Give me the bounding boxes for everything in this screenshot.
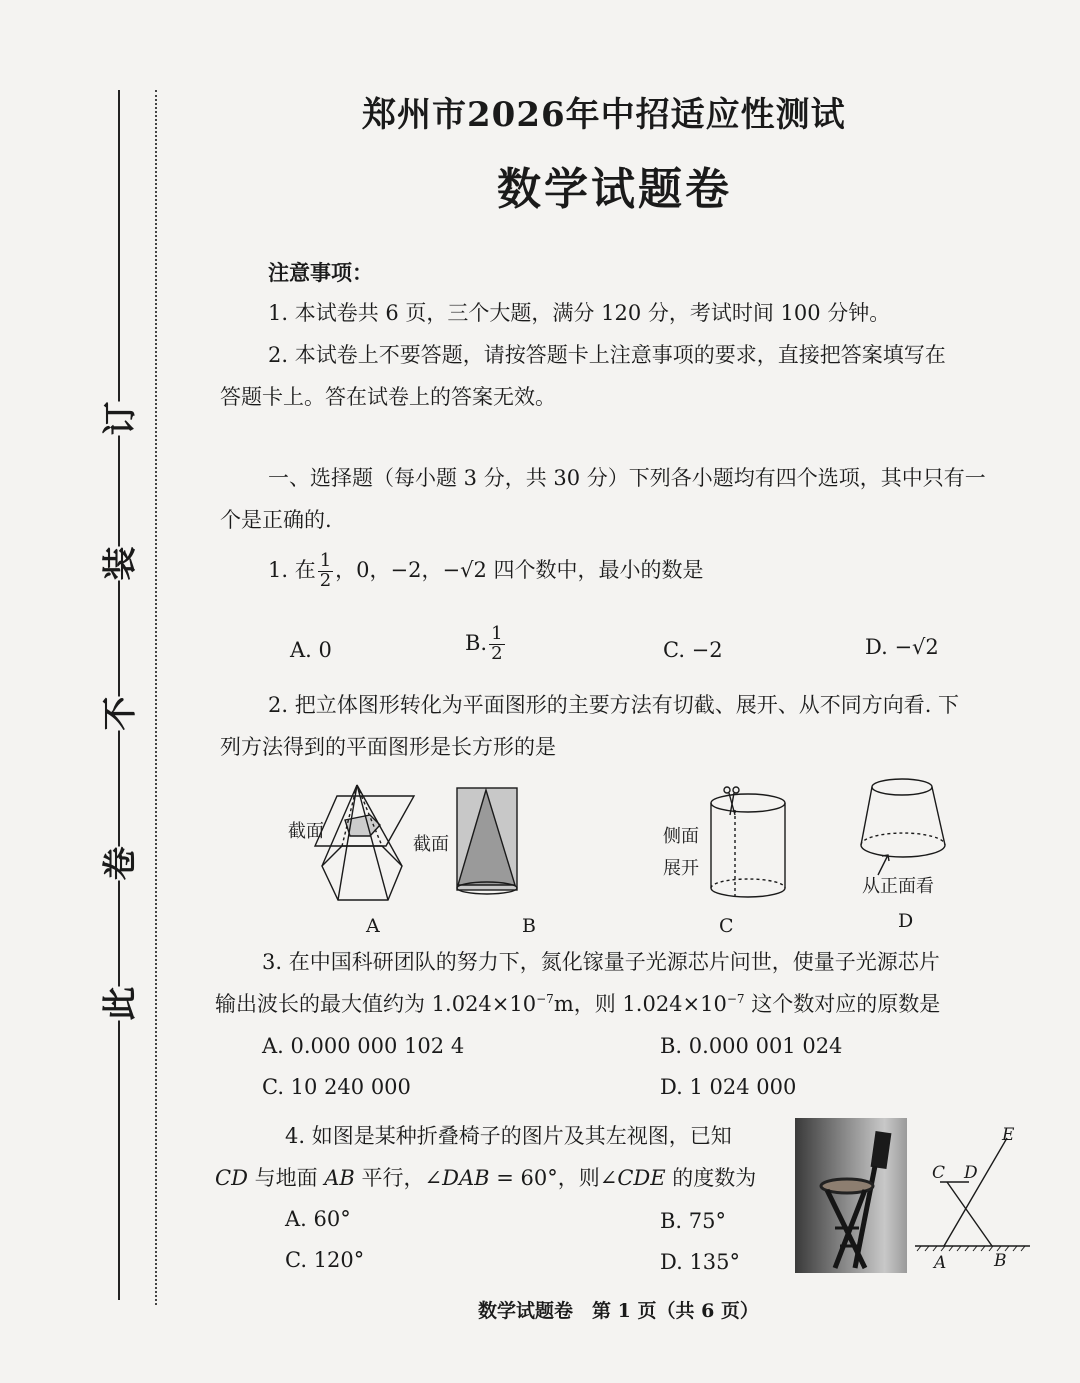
- option-a: A. 0: [290, 638, 332, 662]
- binding-char: 不: [89, 697, 146, 731]
- binding-char: 装: [89, 547, 146, 581]
- option-d: D. 1 024 000: [660, 1075, 797, 1099]
- caption-d: D: [898, 910, 914, 932]
- option-a: A. 60°: [285, 1207, 351, 1231]
- question-3-cont: 输出波长的最大值约为 $1.024\times 10^{-7}m$，则 $1.024\times 10^{-7}$ 这个数对应的原数是: [215, 992, 941, 1016]
- label-b: B: [994, 1251, 1007, 1271]
- binding-dotted-line: [155, 90, 157, 1305]
- chair-icon: [795, 1118, 907, 1273]
- notice-heading: 注意事项：: [268, 260, 373, 285]
- option-c: C. −2: [663, 638, 723, 662]
- svg-text:从正面看: 从正面看: [862, 876, 934, 897]
- question-1: [268, 552, 704, 591]
- svg-text:侧面: 侧面: [663, 826, 699, 847]
- label-c: C: [932, 1163, 946, 1183]
- q1-prefix: 1. 在: [268, 557, 316, 582]
- section-heading: 一、选择题（每小题 3 分，共 30 分）下列各小题均有四个选项，其中只有一: [268, 466, 986, 490]
- notice-item: 1. 本试卷共 6 页，三个大题，满分 120 分，考试时间 100 分钟。: [268, 301, 891, 325]
- caption-c: C: [719, 915, 734, 937]
- exam-title: 郑州市2026年中招适应性测试: [362, 95, 846, 135]
- fraction: $\frac{1}{2}$: [491, 623, 503, 664]
- caption-b: B: [522, 915, 536, 937]
- binding-char: 卷: [89, 847, 146, 881]
- chair-left-view-diagram: [912, 1120, 1037, 1275]
- option-b: B. $\frac{1}{2}$: [465, 623, 503, 664]
- figure-a-pyramid-section: [288, 785, 414, 900]
- q1-text: ，0，−2，−√2 四个数中，最小的数是: [335, 557, 704, 582]
- fraction: $\frac{1}{2}$: [319, 550, 332, 591]
- figure-b-cone-section: [413, 788, 517, 894]
- section-heading: 个是正确的.: [220, 508, 332, 532]
- label-a: A: [934, 1253, 947, 1273]
- label-e: E: [1002, 1125, 1015, 1145]
- svg-text:截面: 截面: [413, 834, 449, 855]
- option-b: B. 0.000 001 024: [660, 1034, 843, 1058]
- notice-item: 2. 本试卷上不要答题，请按答题卡上注意事项的要求，直接把答案填写在: [268, 343, 946, 367]
- figure-d-frustum: [861, 779, 945, 897]
- figure-c-cylinder: [663, 787, 785, 897]
- question-3: 3. 在中国科研团队的努力下，氮化镓量子光源芯片问世，使量子光源芯片: [262, 950, 940, 974]
- option-d: D. −√2: [865, 635, 939, 659]
- binding-line: [118, 90, 120, 1300]
- q2-figures: [270, 770, 970, 940]
- option-c: C. 10 240 000: [262, 1075, 411, 1099]
- notice-item: 答题卡上。答在试卷上的答案无效。: [220, 385, 556, 409]
- page-footer: 数学试题卷 第 1 页（共 6 页）: [478, 1300, 759, 1322]
- chair-photo: [795, 1118, 907, 1273]
- label-d: D: [964, 1163, 978, 1183]
- exam-subtitle: 数学试题卷: [497, 164, 732, 215]
- option-c: C. 120°: [285, 1248, 365, 1272]
- svg-text:展开: 展开: [663, 858, 699, 879]
- question-2-cont: 列方法得到的平面图形是长方形的是: [220, 735, 556, 759]
- caption-a: A: [366, 915, 380, 937]
- binding-char: 订: [89, 402, 146, 436]
- binding-char: 此: [89, 987, 146, 1021]
- question-2: 2. 把立体图形转化为平面图形的主要方法有切截、展开、从不同方向看. 下: [268, 693, 960, 717]
- option-a: A. 0.000 000 102 4: [262, 1034, 465, 1058]
- option-d: D. 135°: [660, 1250, 741, 1274]
- question-4: 4. 如图是某种折叠椅子的图片及其左视图，已知: [285, 1124, 732, 1148]
- option-b: B. 75°: [660, 1209, 727, 1233]
- svg-text:截面: 截面: [288, 821, 324, 842]
- question-4-cont: CD 与地面 AB 平行，∠DAB = 60°，则∠CDE 的度数为: [215, 1166, 757, 1190]
